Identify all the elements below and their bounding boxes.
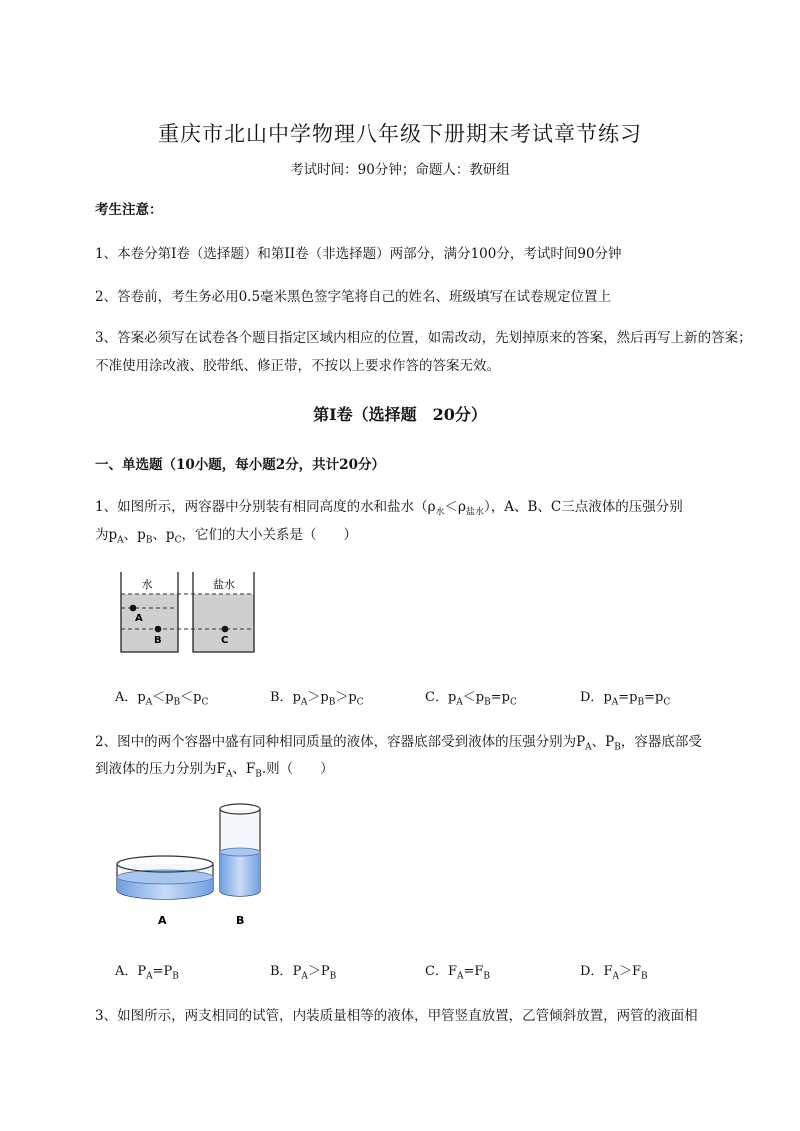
container-b-liquid [220, 852, 260, 896]
q1-containers-figure [115, 568, 275, 658]
q1-option-d[interactable]: D．$p_A=p_B=p_C$ [580, 690, 671, 708]
q2-option-b[interactable]: B．$P_A>P_B$ [270, 964, 337, 982]
notice-item-3: 3、答案必须写在试卷各个题目指定区域内相应的位置，如需改动，先划掉原来的答案，然后再写上新的答案；不准使用涂改液、胶带纸、修正带，不按以上要求作答的答案无效。 [95, 330, 752, 374]
label-salt-water: 盐水 [213, 578, 235, 591]
label-point-a: A [135, 613, 143, 624]
q2-option-d[interactable]: D．$F_A>F_B$ [580, 964, 648, 982]
label-container-b: B [236, 914, 245, 927]
q2-containers-figure [110, 800, 280, 940]
point-a [130, 605, 137, 612]
label-water: 水 [141, 578, 153, 591]
point-c [222, 626, 229, 633]
point-b [155, 626, 162, 633]
question-3-line-1: 3、如图所示，两支相同的试管，内装质量相等的液体，甲管竖直放置，乙管倾斜放置，两管的液面相 [95, 1008, 698, 1024]
q1-option-a[interactable]: A．$p_A<p_B<p_C$ [115, 690, 209, 708]
container-b-liquid-surface [220, 848, 260, 856]
label-container-a: A [158, 914, 167, 927]
q2-option-a[interactable]: A．$P_A=P_B$ [115, 964, 179, 982]
part-heading: 一、单选题（10小题，每小题2分，共计20分） [95, 457, 385, 473]
notice-heading: 考生注意： [95, 202, 163, 218]
q2-option-c[interactable]: C．$F_A=F_B$ [425, 964, 491, 982]
q1-option-b[interactable]: B．$p_A>p_B>p_C$ [270, 690, 364, 708]
water-liquid [121, 594, 178, 652]
label-point-b: B [154, 635, 162, 646]
page-title: 重庆市北山中学物理八年级下册期末考试章节练习 [158, 122, 642, 146]
question-1-line-2: 为$p_A$、$p_B$、$p_C$，它们的大小关系是（ ） [95, 527, 357, 546]
q1-option-c[interactable]: C．$p_A<p_B=p_C$ [425, 690, 517, 708]
question-1-line-1: 1、如图所示，两容器中分别装有相同高度的水和盐水$(\rho_水<\rho_{盐水})$，A、B、C三点液体的压强分别 [95, 499, 683, 518]
notice-item-1: 1、本卷分第I卷（选择题）和第II卷（非选择题）两部分，满分100分，考试时间90分钟 [95, 246, 622, 262]
question-2-line-1: 2、图中的两个容器中盛有同种相同质量的液体，容器底部受到液体的压强分别为$P_A$、$P_B$，容器底部受 [95, 734, 702, 753]
question-2-line-2: 到液体的压力分别为$F_A$、$F_B$.则（ ） [95, 761, 334, 780]
section-title: 第I卷（选择题 20分） [313, 405, 487, 424]
notice-item-2: 2、答卷前，考生务必用0.5毫米黑色签字笔将自己的姓名、班级填写在试卷规定位置上 [95, 289, 612, 305]
label-point-c: C [221, 635, 229, 646]
exam-info: 考试时间：90分钟；命题人：教研组 [290, 162, 510, 178]
